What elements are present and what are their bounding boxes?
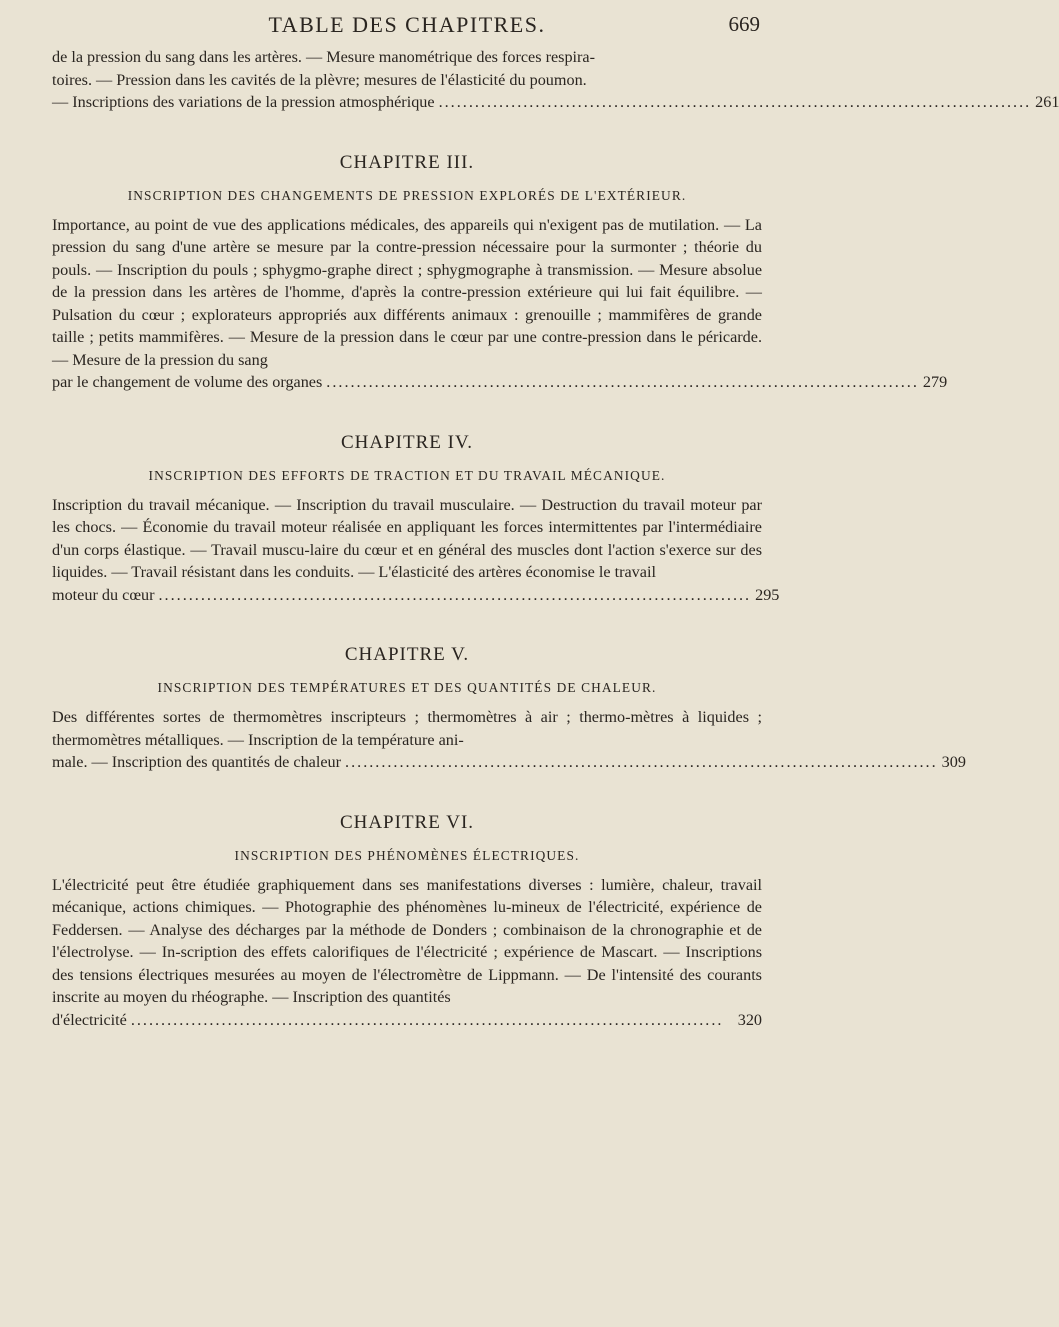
entry-page-ref: 279 <box>922 373 948 391</box>
intro-line: toires. — Pression dans les cavités de la plèvre; mesures de l'élasticité du poumon. <box>52 70 587 89</box>
chapter-subtitle: INSCRIPTION DES TEMPÉRATURES ET DES QUANTITÉS DE CHALEUR. <box>157 680 657 695</box>
chapter-heading: CHAPITRE III. <box>339 151 475 173</box>
dot-leader: .................................................................................................. <box>438 93 1032 111</box>
entry-last-text: male. — Inscription des quantités de chaleur <box>52 753 342 771</box>
entry-page-ref: 261 <box>1035 93 1059 111</box>
entry-page-ref: 309 <box>941 753 966 771</box>
chapter-6 <box>52 812 762 1032</box>
running-header <box>52 0 762 46</box>
chapter-heading: CHAPITRE VI. <box>339 811 475 833</box>
entry-final-line <box>52 371 948 394</box>
chapter-4 <box>52 431 780 607</box>
dot-leader: .................................................................................................. <box>158 585 752 604</box>
dot-leader: .................................................................................................. <box>326 373 919 391</box>
intro-entry <box>52 46 1059 114</box>
chapter-subtitle: INSCRIPTION DES CHANGEMENTS DE PRESSION EXPLORÉS DE L'EXTÉRIEUR. <box>127 187 687 203</box>
dot-leader: .................................................................................................. <box>345 753 938 771</box>
summary-text: Inscription du travail mécanique. — Inscription du travail musculaire. — Destruction du travail moteur par les chocs. — Économie du travail moteur réalisée en appliquant les forces intermittentes par l'intermédiaire d'un corps élastique. — Travail muscu-laire du cœur et en général des muscles dont l'action s'exerce sur des liquides. — Travail résistant dans les conduits. — L'élasticité des artères économise le travail <box>52 495 762 581</box>
page-number: 669 <box>728 12 760 36</box>
dot-leader: .................................................................................................. <box>130 1010 724 1029</box>
entry-final-line <box>52 751 966 774</box>
entry-final-line <box>52 91 1059 114</box>
chapter-subtitle: INSCRIPTION DES PHÉNOMÈNES ÉLECTRIQUES. <box>234 847 580 863</box>
chapter-summary <box>52 874 762 1032</box>
entry-last-text: d'électricité <box>52 1010 127 1029</box>
chapter-subtitle: INSCRIPTION DES EFFORTS DE TRACTION ET DU TRAVAIL MÉCANIQUE. <box>148 467 666 483</box>
entry-final-line <box>52 584 780 607</box>
entry-page-ref: 320 <box>737 1010 762 1029</box>
summary-text: Des différentes sortes de thermomètres inscripteurs ; thermomètres à air ; thermo-mètres à liquides ; thermomètres métalliques. — Inscription de la température ani- <box>52 708 762 749</box>
chapter-5 <box>52 644 966 774</box>
entry-page-ref: 295 <box>755 585 780 604</box>
summary-text: L'électricité peut être étudiée graphiquement dans ses manifestations diverses : lumière, chaleur, travail mécanique, actions chimiques. — Photographie des phénomènes lu-mineux de l'électricité, expérience de Feddersen. — Analyse des décharges par la méthode de Donders ; combinaison de la chronographie et de l'électrolyse. — In-scription des effets calorifiques de l'électricité ; expérience de Mascart. — Inscriptions des tensions électriques mesurées au moyen de l'électromètre de Lippmann. — De l'intensité des courants inscrite au moyen du rhéographe. — Inscription des quantités <box>52 875 762 1006</box>
entry-last-text: par le changement de volume des organes <box>52 373 323 391</box>
chapter-summary <box>52 494 780 607</box>
summary-text: Importance, au point de vue des applications médicales, des appareils qui n'exigent pas de mutilation. — La pression du sang d'une artère se mesure par la contre-pression nécessaire pour la surmonter ; théorie du pouls. — Inscription du pouls ; sphygmo-graphe direct ; sphygmographe à transmission. — Mesure absolue de la pression dans les artères de l'homme, d'après la contre-pression extérieure qui lui fait équilibre. — Pulsation du cœur ; explorateurs appropriés aux différents animaux : grenouille ; mammifères de grande taille ; petits mammifères. — Mesure de la pression dans le cœur par une contre-pression dans le péricarde. — Mesure de la pression du sang <box>52 215 762 369</box>
entry-last-text: moteur du cœur <box>52 585 155 604</box>
chapter-summary <box>52 706 966 774</box>
chapter-heading: CHAPITRE V. <box>344 644 470 665</box>
entry-last-text: — Inscriptions des variations de la pression atmosphérique <box>52 93 435 111</box>
running-title: TABLE DES CHAPITRES. <box>268 12 546 37</box>
chapter-heading: CHAPITRE IV. <box>341 431 473 453</box>
intro-line: de la pression du sang dans les artères. — Mesure manométrique des forces respira- <box>52 48 596 66</box>
chapter-3 <box>52 151 948 394</box>
chapter-summary <box>52 214 948 394</box>
entry-final-line <box>52 1009 762 1032</box>
